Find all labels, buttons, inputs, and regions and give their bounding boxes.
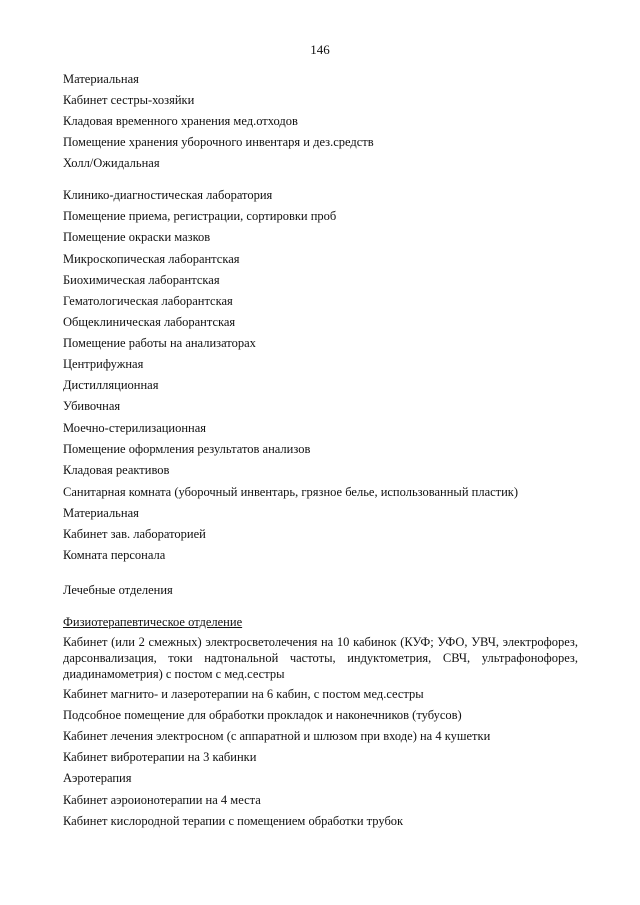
list-item: Помещение работы на анализаторах bbox=[63, 336, 256, 350]
list-item: Подсобное помещение для обработки прокладок и наконечников (тубусов) bbox=[63, 708, 462, 722]
list-item: Кабинет магнито- и лазеротерапии на 6 кабин, с постом мед.сестры bbox=[63, 687, 424, 701]
list-item: Материальная bbox=[63, 506, 139, 520]
list-item: Микроскопическая лаборантская bbox=[63, 252, 240, 266]
paragraph-line: дарсонвализация, токи надтональной частоты, индуктометрия, СВЧ, ультрафонофорез, bbox=[63, 651, 578, 665]
list-item: Кладовая временного хранения мед.отходов bbox=[63, 114, 298, 128]
list-item: Холл/Ожидальная bbox=[63, 156, 160, 170]
list-item: Аэротерапия bbox=[63, 771, 132, 785]
list-item: Центрифужная bbox=[63, 357, 144, 371]
list-item: Кабинет кислородной терапии с помещением обработки трубок bbox=[63, 814, 404, 828]
list-item: Кладовая реактивов bbox=[63, 463, 170, 477]
list-item: Кабинет зав. лабораторией bbox=[63, 527, 206, 541]
list-item: Кабинет сестры-хозяйки bbox=[63, 93, 195, 107]
page-number: 146 bbox=[310, 42, 330, 57]
paragraph-line: Кабинет (или 2 смежных) электросветолечения на 10 кабинок (КУФ; УФО, УВЧ, электрофорез, bbox=[63, 635, 578, 649]
list-item: Помещение хранения уборочного инвентаря и дез.средств bbox=[63, 135, 374, 149]
list-item: Клинико-диагностическая лаборатория bbox=[63, 188, 273, 202]
list-item: Биохимическая лаборантская bbox=[63, 273, 220, 287]
list-item: Кабинет вибротерапии на 3 кабинки bbox=[63, 750, 257, 764]
list-item: Кабинет лечения электросном (с аппаратной и шлюзом при входе) на 4 кушетки bbox=[63, 729, 491, 743]
section-title: Лечебные отделения bbox=[63, 583, 173, 597]
list-item: Убивочная bbox=[63, 399, 121, 413]
paragraph-line: диадинамометрия) с постом с мед.сестры bbox=[63, 667, 285, 681]
list-item: Кабинет аэроионотерапии на 4 места bbox=[63, 793, 261, 807]
subsection-title: Физиотерапевтическое отделение bbox=[63, 615, 243, 629]
list-item: Дистилляционная bbox=[63, 378, 159, 392]
list-item: Комната персонала bbox=[63, 548, 166, 562]
list-item: Помещение окраски мазков bbox=[63, 230, 211, 244]
list-item: Общеклиническая лаборантская bbox=[63, 315, 236, 329]
paragraph bbox=[63, 634, 578, 682]
list-item: Помещение приема, регистрации, сортировки проб bbox=[63, 209, 337, 223]
list-item: Санитарная комната (уборочный инвентарь, грязное белье, использованный пластик) bbox=[63, 485, 519, 499]
list-item: Помещение оформления результатов анализов bbox=[63, 442, 311, 456]
list-item: Материальная bbox=[63, 72, 139, 86]
list-item: Гематологическая лаборантская bbox=[63, 294, 233, 308]
list-item: Моечно-стерилизационная bbox=[63, 421, 207, 435]
